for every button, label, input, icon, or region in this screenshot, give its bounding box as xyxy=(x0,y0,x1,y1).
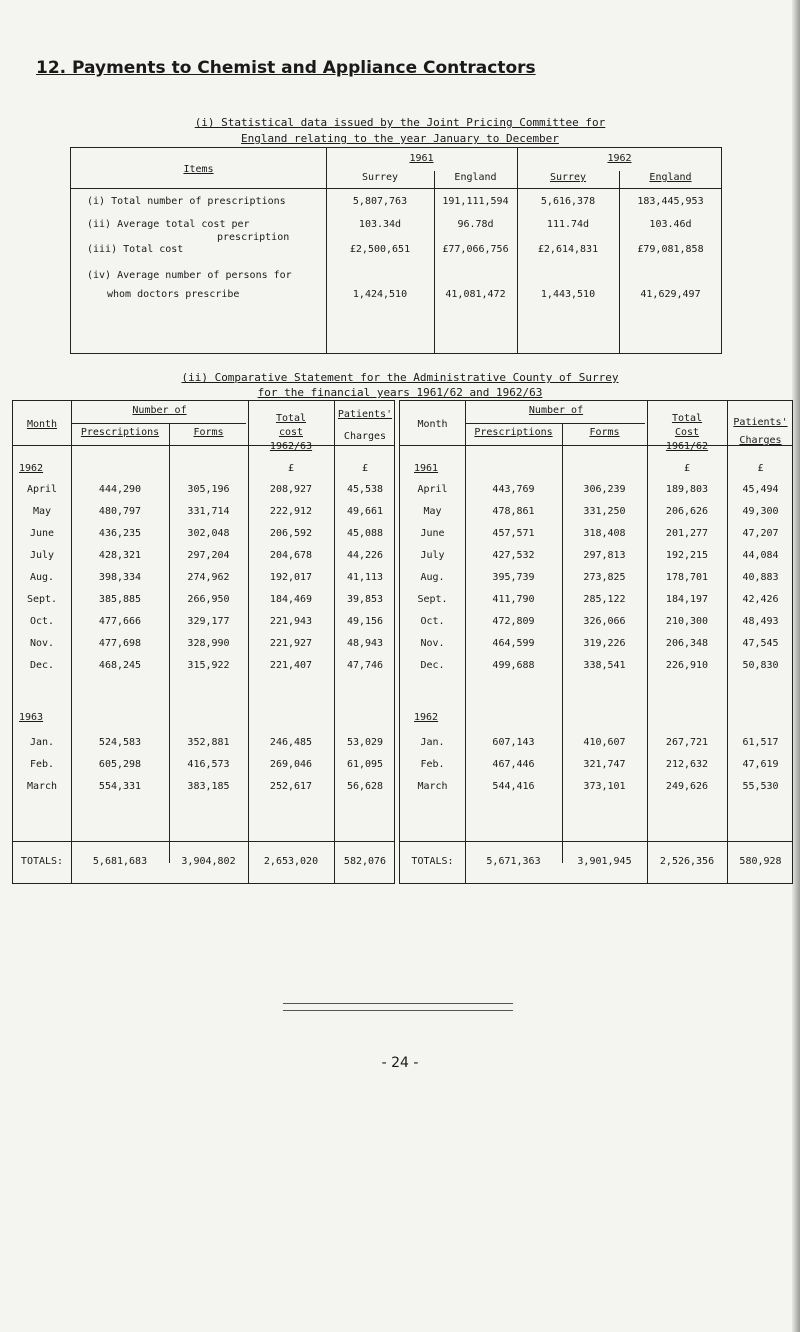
table-row xyxy=(13,525,394,543)
month-cell: July xyxy=(29,550,55,561)
month-cell: March xyxy=(26,781,58,792)
surrey-1962-header: Surrey xyxy=(549,172,587,183)
cost-cell: 201,277 xyxy=(665,528,709,539)
prescriptions-cell: 467,446 xyxy=(492,759,535,770)
section-i-line2: England relating to the year January to December xyxy=(241,132,559,145)
pound-symbol: £ xyxy=(683,463,691,474)
prescriptions-cell: 464,599 xyxy=(492,638,535,649)
forms-cell: 326,066 xyxy=(583,616,626,627)
forms-cell: 302,048 xyxy=(187,528,230,539)
cost-cell: 178,701 xyxy=(665,572,709,583)
month-cell: March xyxy=(417,781,448,792)
forms-cell: 331,250 xyxy=(583,506,626,517)
england-1961-header: England xyxy=(454,172,497,183)
cost-cell: 189,803 xyxy=(665,484,709,495)
charges-cell: 44,226 xyxy=(346,550,384,561)
cost-cell: 246,485 xyxy=(269,737,313,748)
table-row xyxy=(13,778,394,796)
cost-cell: 212,632 xyxy=(665,759,709,770)
month-cell: Aug. xyxy=(29,572,55,583)
forms-cell: 331,714 xyxy=(187,506,230,517)
table-row xyxy=(400,503,792,521)
table-row xyxy=(13,613,394,631)
value-cell: £79,081,858 xyxy=(637,244,704,255)
prescriptions-cell: 411,790 xyxy=(492,594,535,605)
table-row xyxy=(400,613,792,631)
charges-cell: 48,493 xyxy=(742,616,779,627)
prescriptions-cell: 477,698 xyxy=(98,638,142,649)
cost-cell: 192,215 xyxy=(665,550,709,561)
forms-cell: 306,239 xyxy=(583,484,626,495)
table-row xyxy=(13,734,394,752)
table-row xyxy=(13,569,394,587)
month-cell: Dec. xyxy=(29,660,55,671)
cost-cell: 252,617 xyxy=(269,781,313,792)
cost-cell: 208,927 xyxy=(269,484,313,495)
month-cell: Sept. xyxy=(26,594,58,605)
month-cell: June xyxy=(420,528,445,539)
prescriptions-header: Prescriptions xyxy=(474,427,553,438)
table-row xyxy=(400,591,792,609)
year-header: 1961/62 xyxy=(665,441,709,452)
month-cell: Feb. xyxy=(420,759,445,770)
month-cell: July xyxy=(420,550,445,561)
forms-cell: 273,825 xyxy=(583,572,626,583)
patients-header: Patients' xyxy=(337,409,393,420)
forms-cell: 383,185 xyxy=(187,781,230,792)
table-row xyxy=(400,756,792,774)
charges-cell: 49,156 xyxy=(346,616,384,627)
cost-header: Cost xyxy=(674,427,700,438)
cost-cell: 221,943 xyxy=(269,616,313,627)
prescriptions-cell: 5,681,683 xyxy=(92,856,148,867)
prescriptions-cell: 477,666 xyxy=(98,616,142,627)
prescriptions-cell: 385,885 xyxy=(98,594,142,605)
section-ii-line1: (ii) Comparative Statement for the Administrative County of Surrey xyxy=(181,371,619,384)
table-row xyxy=(400,853,792,871)
month-cell: Dec. xyxy=(420,660,445,671)
year-header: 1962/63 xyxy=(269,441,313,452)
charges-cell: 49,300 xyxy=(742,506,779,517)
charges-cell: 40,883 xyxy=(742,572,779,583)
forms-cell: 338,541 xyxy=(583,660,626,671)
pound-symbol: £ xyxy=(757,463,764,474)
forms-cell: 352,881 xyxy=(187,737,230,748)
prescriptions-cell: 607,143 xyxy=(492,737,535,748)
prescriptions-cell: 457,571 xyxy=(492,528,535,539)
cost-cell: 184,469 xyxy=(269,594,313,605)
cost-cell: 2,526,356 xyxy=(659,856,715,867)
cost-cell: 204,678 xyxy=(269,550,313,561)
cost-cell: 210,300 xyxy=(665,616,709,627)
page-number: - 24 - xyxy=(381,1055,419,1071)
table-row xyxy=(400,734,792,752)
total-header: Total xyxy=(671,413,703,424)
charges-cell: 48,943 xyxy=(346,638,384,649)
month-cell: June xyxy=(29,528,55,539)
table-row xyxy=(400,778,792,796)
month-cell: May xyxy=(423,506,442,517)
forms-cell: 318,408 xyxy=(583,528,626,539)
table-row xyxy=(13,756,394,774)
prescriptions-cell: 428,321 xyxy=(98,550,142,561)
charges-cell: 42,426 xyxy=(742,594,779,605)
forms-cell: 274,962 xyxy=(187,572,230,583)
table-row xyxy=(400,635,792,653)
prescriptions-cell: 605,298 xyxy=(98,759,142,770)
month-cell: Jan. xyxy=(420,737,445,748)
prescriptions-cell: 398,334 xyxy=(98,572,142,583)
number-of-header: Number of xyxy=(132,405,187,416)
value-cell: 41,629,497 xyxy=(640,289,701,300)
value-cell: 103.46d xyxy=(649,219,692,230)
month-header: Month xyxy=(26,419,58,430)
charges-cell: 45,494 xyxy=(742,484,779,495)
month-cell: Aug. xyxy=(420,572,445,583)
cost-cell: 267,721 xyxy=(665,737,709,748)
row-label-cont: prescription xyxy=(217,232,290,243)
value-cell: £2,500,651 xyxy=(349,244,411,255)
comparative-table-1961-62 xyxy=(399,400,793,884)
section-ii-line2: for the financial years 1961/62 and 1962/63 xyxy=(257,386,543,399)
table-row xyxy=(13,635,394,653)
cost-cell: 221,927 xyxy=(269,638,313,649)
cost-cell: 249,626 xyxy=(665,781,709,792)
charges-header: Charges xyxy=(343,431,387,442)
forms-cell: 373,101 xyxy=(583,781,626,792)
surrey-1961-header: Surrey xyxy=(361,172,399,183)
value-cell: 183,445,953 xyxy=(637,196,704,207)
year-1962-header: 1962 xyxy=(607,153,632,164)
value-cell: 41,081,472 xyxy=(445,289,506,300)
charges-cell: 53,029 xyxy=(346,737,384,748)
value-cell: 5,807,763 xyxy=(352,196,408,207)
table-row xyxy=(400,481,792,499)
month-cell: Sept. xyxy=(417,594,448,605)
forms-cell: 3,901,945 xyxy=(577,856,632,867)
cost-cell: 2,653,020 xyxy=(263,856,319,867)
prescriptions-cell: 444,290 xyxy=(98,484,142,495)
month-header: Month xyxy=(417,419,448,430)
table-row xyxy=(400,569,792,587)
forms-header: Forms xyxy=(193,427,224,438)
charges-header: Charges xyxy=(739,435,782,446)
divider xyxy=(283,1010,513,1011)
value-cell: 1,424,510 xyxy=(352,289,408,300)
table-row xyxy=(13,503,394,521)
table-row xyxy=(400,525,792,543)
value-cell: 1,443,510 xyxy=(540,289,596,300)
pound-symbol: £ xyxy=(361,463,369,474)
cost-cell: 206,592 xyxy=(269,528,313,539)
forms-cell: 305,196 xyxy=(187,484,230,495)
charges-cell: 56,628 xyxy=(346,781,384,792)
row-label: (ii) Average total cost per xyxy=(87,219,250,230)
charges-cell: 41,113 xyxy=(346,572,384,583)
forms-header: Forms xyxy=(589,427,620,438)
value-cell: 96.78d xyxy=(457,219,494,230)
charges-cell: 47,619 xyxy=(742,759,779,770)
year-label: 1963 xyxy=(19,712,44,723)
charges-cell: 55,530 xyxy=(742,781,779,792)
cost-cell: 206,626 xyxy=(665,506,709,517)
year-label: 1961 xyxy=(414,463,439,474)
forms-cell: 297,813 xyxy=(583,550,626,561)
charges-cell: 47,746 xyxy=(346,660,384,671)
table-row xyxy=(13,547,394,565)
forms-cell: 266,950 xyxy=(187,594,230,605)
table-row xyxy=(13,657,394,675)
table-row xyxy=(400,657,792,675)
pound-symbol: £ xyxy=(287,463,295,474)
cost-cell: 269,046 xyxy=(269,759,313,770)
prescriptions-cell: 427,532 xyxy=(492,550,535,561)
patients-header: Patients' xyxy=(733,417,788,428)
month-cell: April xyxy=(417,484,448,495)
charges-cell: 39,853 xyxy=(346,594,384,605)
prescriptions-cell: 5,671,363 xyxy=(486,856,541,867)
prescriptions-cell: 468,245 xyxy=(98,660,142,671)
prescriptions-cell: 499,688 xyxy=(492,660,535,671)
forms-cell: 329,177 xyxy=(187,616,230,627)
prescriptions-cell: 395,739 xyxy=(492,572,535,583)
forms-cell: 3,904,802 xyxy=(181,856,236,867)
month-cell: April xyxy=(26,484,58,495)
year-1961-header: 1961 xyxy=(409,153,434,164)
value-cell: 191,111,594 xyxy=(442,196,509,207)
number-of-header: Number of xyxy=(528,405,584,416)
forms-cell: 297,204 xyxy=(187,550,230,561)
prescriptions-cell: 480,797 xyxy=(98,506,142,517)
table-row xyxy=(13,853,394,871)
charges-cell: 44,084 xyxy=(742,550,779,561)
cost-cell: 206,348 xyxy=(665,638,709,649)
charges-cell: 45,538 xyxy=(346,484,384,495)
charges-cell: 45,088 xyxy=(346,528,384,539)
value-cell: 5,616,378 xyxy=(540,196,596,207)
month-cell: Oct. xyxy=(29,616,55,627)
prescriptions-header: Prescriptions xyxy=(80,427,160,438)
value-cell: £2,614,831 xyxy=(537,244,599,255)
prescriptions-cell: 524,583 xyxy=(98,737,142,748)
cost-cell: 184,197 xyxy=(665,594,709,605)
month-cell: TOTALS: xyxy=(411,856,454,867)
charges-cell: 50,830 xyxy=(742,660,779,671)
statistical-data-table xyxy=(70,147,722,354)
prescriptions-cell: 436,235 xyxy=(98,528,142,539)
section-i-line1: (i) Statistical data issued by the Joint Pricing Committee for xyxy=(194,116,606,129)
forms-cell: 410,607 xyxy=(583,737,626,748)
forms-cell: 319,226 xyxy=(583,638,626,649)
england-1962-header: England xyxy=(649,172,692,183)
year-label: 1962 xyxy=(414,712,439,723)
value-cell: £77,066,756 xyxy=(442,244,509,255)
page-heading: 12. Payments to Chemist and Appliance Contractors xyxy=(36,58,536,78)
month-cell: Oct. xyxy=(420,616,445,627)
charges-cell: 580,928 xyxy=(739,856,782,867)
total-header: Total xyxy=(275,413,307,424)
charges-cell: 582,076 xyxy=(343,856,387,867)
row-label: (i) Total number of prescriptions xyxy=(87,196,286,207)
charges-cell: 49,661 xyxy=(346,506,384,517)
month-cell: May xyxy=(32,506,52,517)
prescriptions-cell: 554,331 xyxy=(98,781,142,792)
cost-header: cost xyxy=(278,427,304,438)
cost-cell: 226,910 xyxy=(665,660,709,671)
table-row xyxy=(400,547,792,565)
divider xyxy=(283,1003,513,1004)
charges-cell: 61,517 xyxy=(742,737,779,748)
year-label: 1962 xyxy=(19,463,44,474)
month-cell: Nov. xyxy=(420,638,445,649)
cost-cell: 192,017 xyxy=(269,572,313,583)
month-cell: TOTALS: xyxy=(20,856,64,867)
items-header: Items xyxy=(183,164,214,175)
cost-cell: 221,407 xyxy=(269,660,313,671)
comparative-table-1962-63 xyxy=(12,400,395,884)
forms-cell: 328,990 xyxy=(187,638,230,649)
prescriptions-cell: 478,861 xyxy=(492,506,535,517)
value-cell: 111.74d xyxy=(546,219,590,230)
charges-cell: 47,545 xyxy=(742,638,779,649)
month-cell: Nov. xyxy=(29,638,55,649)
month-cell: Jan. xyxy=(29,737,55,748)
table-row xyxy=(13,481,394,499)
row-label: (iv) Average number of persons for xyxy=(87,270,292,281)
row-label-cont: whom doctors prescribe xyxy=(107,289,240,300)
cost-cell: 222,912 xyxy=(269,506,313,517)
prescriptions-cell: 443,769 xyxy=(492,484,535,495)
charges-cell: 47,207 xyxy=(742,528,779,539)
forms-cell: 315,922 xyxy=(187,660,230,671)
value-cell: 103.34d xyxy=(358,219,402,230)
charges-cell: 61,095 xyxy=(346,759,384,770)
prescriptions-cell: 472,809 xyxy=(492,616,535,627)
forms-cell: 285,122 xyxy=(583,594,626,605)
row-label: (iii) Total cost xyxy=(87,244,184,255)
month-cell: Feb. xyxy=(29,759,55,770)
table-row xyxy=(13,591,394,609)
forms-cell: 416,573 xyxy=(187,759,230,770)
forms-cell: 321,747 xyxy=(583,759,626,770)
prescriptions-cell: 544,416 xyxy=(492,781,535,792)
